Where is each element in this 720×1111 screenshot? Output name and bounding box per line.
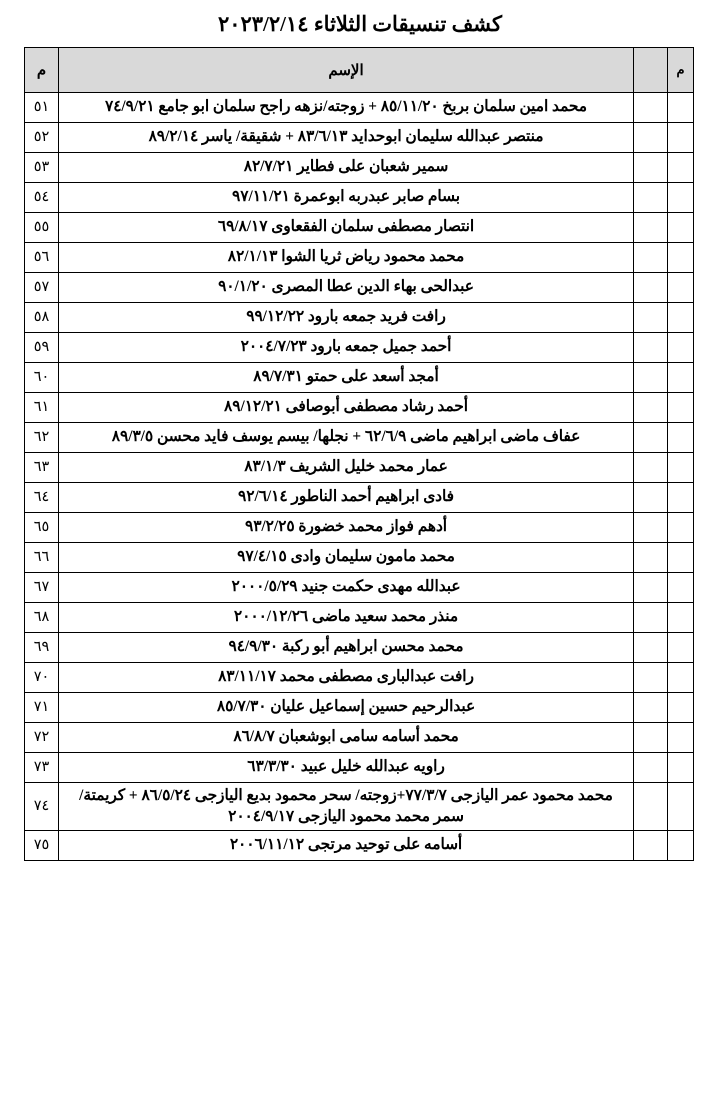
table-row (25, 783, 694, 831)
table-row (25, 483, 694, 513)
row-name: محمد أسامه سامى ابوشعبان ٨٦/٨/٧ (59, 723, 634, 753)
table-row (25, 423, 694, 453)
row-name: منذر محمد سعيد ماضى ٢٠٠٠/١٢/٢٦ (59, 603, 634, 633)
row-tail-cell (668, 723, 694, 753)
row-tail-cell (668, 573, 694, 603)
table-row (25, 273, 694, 303)
row-index-secondary (634, 453, 668, 483)
row-index-secondary (634, 783, 668, 831)
row-index: ٥٧ (25, 273, 59, 303)
row-name: عبدالله مهدى حكمت جنيد ٢٠٠٠/٥/٢٩ (59, 573, 634, 603)
row-index-secondary (634, 483, 668, 513)
coordination-table (24, 47, 694, 861)
table-row (25, 603, 694, 633)
row-tail-cell (668, 603, 694, 633)
row-index-secondary (634, 93, 668, 123)
table-row (25, 303, 694, 333)
row-name: رافت عبدالبارى مصطفى محمد ٨٣/١١/١٧ (59, 663, 634, 693)
table-row (25, 243, 694, 273)
table-row (25, 453, 694, 483)
table-row (25, 93, 694, 123)
row-index: ٥٤ (25, 183, 59, 213)
row-tail-cell (668, 693, 694, 723)
row-index-secondary (634, 393, 668, 423)
table-header (25, 48, 694, 93)
table-row (25, 153, 694, 183)
row-name: محمد محمود رياض ثريا الشوا ٨٢/١/١٣ (59, 243, 634, 273)
row-index-secondary (634, 543, 668, 573)
row-index-secondary (634, 243, 668, 273)
row-index: ٦٢ (25, 423, 59, 453)
row-tail-cell (668, 243, 694, 273)
row-name: انتصار مصطفى سلمان الفقعاوى ٦٩/٨/١٧ (59, 213, 634, 243)
row-tail-cell (668, 423, 694, 453)
row-index-secondary (634, 303, 668, 333)
row-index: ٦٣ (25, 453, 59, 483)
table-row (25, 723, 694, 753)
row-index: ٥٢ (25, 123, 59, 153)
row-index: ٦٦ (25, 543, 59, 573)
table-row (25, 123, 694, 153)
row-index-secondary (634, 633, 668, 663)
row-index: ٦٩ (25, 633, 59, 663)
row-index: ٦٠ (25, 363, 59, 393)
row-tail-cell (668, 513, 694, 543)
row-index: ٥٩ (25, 333, 59, 363)
row-name: أحمد جميل جمعه بارود ٢٠٠٤/٧/٢٣ (59, 333, 634, 363)
row-name: عمار محمد خليل الشريف ٨٣/١/٣ (59, 453, 634, 483)
row-tail-cell (668, 783, 694, 831)
row-index-secondary (634, 213, 668, 243)
row-name: عبدالرحيم حسين إسماعيل عليان ٨٥/٧/٣٠ (59, 693, 634, 723)
row-index: ٥١ (25, 93, 59, 123)
table-row (25, 831, 694, 861)
row-tail-cell (668, 273, 694, 303)
row-tail-cell (668, 153, 694, 183)
row-name: محمد محسن ابراهيم أبو ركبة ٩٤/٩/٣٠ (59, 633, 634, 663)
row-index: ٦٧ (25, 573, 59, 603)
row-index: ٥٥ (25, 213, 59, 243)
table-row (25, 693, 694, 723)
row-index-secondary (634, 831, 668, 861)
table-row (25, 543, 694, 573)
row-tail-cell (668, 483, 694, 513)
row-tail-cell (668, 183, 694, 213)
row-index-secondary (634, 573, 668, 603)
row-index: ٦٨ (25, 603, 59, 633)
row-index-secondary (634, 423, 668, 453)
row-name: محمد محمود عمر اليازجى ٧٧/٣/٧+زوجته/ سحر محمود بديع اليازجى ٨٦/٥/٢٤ + كريمتة/ سمر محمد محمود اليازجى ٢٠٠٤/٩/١٧ (59, 783, 634, 831)
header-index-left: م (25, 48, 59, 93)
row-index-secondary (634, 273, 668, 303)
row-index: ٧٠ (25, 663, 59, 693)
table-row (25, 663, 694, 693)
row-index: ٧٤ (25, 783, 59, 831)
row-tail-cell (668, 831, 694, 861)
row-name: عفاف ماضى ابراهيم ماضى ٦٢/٦/٩ + نجلها/ بيسم يوسف فايد محسن ٨٩/٣/٥ (59, 423, 634, 453)
row-index: ٧١ (25, 693, 59, 723)
row-index-secondary (634, 363, 668, 393)
table-row (25, 333, 694, 363)
table-container (0, 47, 720, 861)
row-name: عبدالحى بهاء الدين عطا المصرى ٩٠/١/٢٠ (59, 273, 634, 303)
row-index-secondary (634, 663, 668, 693)
row-index-secondary (634, 603, 668, 633)
row-index-secondary (634, 183, 668, 213)
row-index: ٧٢ (25, 723, 59, 753)
row-index-secondary (634, 153, 668, 183)
row-index: ٧٣ (25, 753, 59, 783)
row-name: أدهم فواز محمد خضورة ٩٣/٢/٢٥ (59, 513, 634, 543)
row-index-secondary (634, 123, 668, 153)
header-index-right (634, 48, 668, 93)
row-index: ٥٨ (25, 303, 59, 333)
row-index: ٧٥ (25, 831, 59, 861)
row-index: ٦٤ (25, 483, 59, 513)
row-tail-cell (668, 303, 694, 333)
page-title: كشف تنسيقات الثلاثاء ٢٠٢٣/٢/١٤ (217, 12, 503, 36)
table-row (25, 633, 694, 663)
row-name: سمير شعبان على فطاير ٨٢/٧/٢١ (59, 153, 634, 183)
row-index-secondary (634, 723, 668, 753)
table-row (25, 363, 694, 393)
row-name: محمد امين سلمان بربخ ٨٥/١١/٢٠ + زوجته/نزهه راجح سلمان ابو جامع ٧٤/٩/٢١ (59, 93, 634, 123)
row-index: ٦١ (25, 393, 59, 423)
row-name: أسامه على توحيد مرتجى ٢٠٠٦/١١/١٢ (59, 831, 634, 861)
row-tail-cell (668, 93, 694, 123)
row-name: منتصر عبدالله سليمان ابوحداید ٨٣/٦/١٣ + شقيقة/ ياسر ٨٩/٢/١٤ (59, 123, 634, 153)
row-tail-cell (668, 543, 694, 573)
row-tail-cell (668, 633, 694, 663)
row-tail-cell (668, 213, 694, 243)
table-row (25, 393, 694, 423)
page-bottom-space (0, 861, 720, 905)
row-tail-cell (668, 333, 694, 363)
table-row (25, 753, 694, 783)
row-index-secondary (634, 693, 668, 723)
row-name: أحمد رشاد مصطفى أبوصافى ٨٩/١٢/٢١ (59, 393, 634, 423)
row-index: ٥٣ (25, 153, 59, 183)
table-body (25, 93, 694, 861)
row-tail-cell (668, 363, 694, 393)
row-index: ٦٥ (25, 513, 59, 543)
row-tail-cell (668, 123, 694, 153)
row-name: أمجد أسعد على حمتو ٨٩/٧/٣١ (59, 363, 634, 393)
row-index-secondary (634, 513, 668, 543)
table-row (25, 513, 694, 543)
row-index: ٥٦ (25, 243, 59, 273)
header-name: الإسم (59, 48, 634, 93)
row-tail-cell (668, 453, 694, 483)
row-name: رافت فريد جمعه بارود ٩٩/١٢/٢٢ (59, 303, 634, 333)
row-index-secondary (634, 753, 668, 783)
row-name: محمد مامون سليمان وادى ٩٧/٤/١٥ (59, 543, 634, 573)
row-tail-cell (668, 753, 694, 783)
row-name: بسام صابر عبدربه ابوعمرة ٩٧/١١/٢١ (59, 183, 634, 213)
table-row (25, 573, 694, 603)
row-name: فادى ابراهيم أحمد الناطور ٩٢/٦/١٤ (59, 483, 634, 513)
row-tail-cell (668, 393, 694, 423)
table-row (25, 183, 694, 213)
table-row (25, 213, 694, 243)
row-index-secondary (634, 333, 668, 363)
row-name: راويه عبدالله خليل عبيد ٦٣/٣/٣٠ (59, 753, 634, 783)
row-tail-cell (668, 663, 694, 693)
header-tail-left: م (668, 48, 694, 93)
